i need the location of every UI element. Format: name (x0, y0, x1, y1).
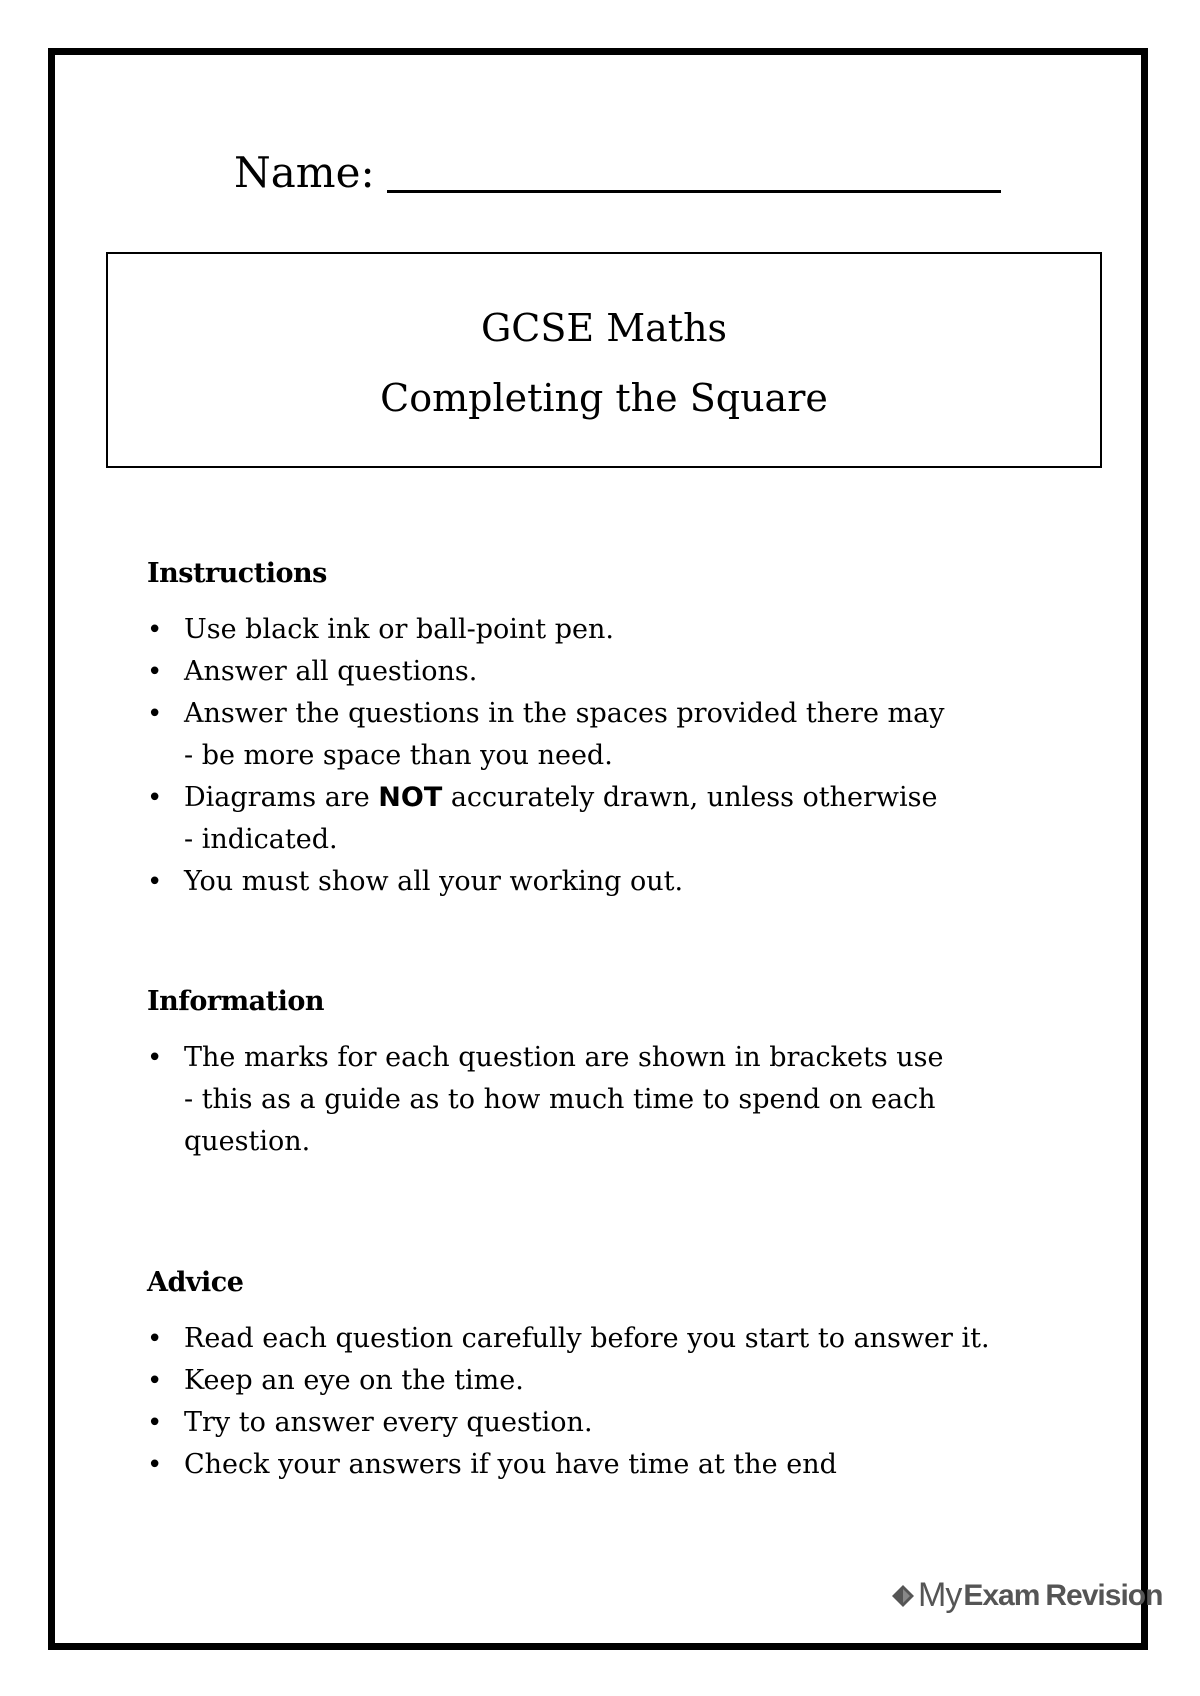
list-item (147, 693, 1047, 777)
diamond-mark-icon (890, 1583, 916, 1609)
list-item-text: • Try to answer every question. (184, 1407, 593, 1438)
list-item-text: question. (184, 1126, 311, 1157)
instructions-list (147, 609, 1047, 903)
list-item (147, 861, 1047, 903)
list-item-text: - indicated. (184, 824, 338, 855)
list-item-text: • Keep an eye on the time. (184, 1365, 524, 1396)
advice-list (147, 1318, 1047, 1486)
instructions-section (147, 558, 1047, 903)
advice-heading: Advice (147, 1267, 244, 1298)
logo-text-my: My (918, 1576, 962, 1614)
list-item-text: • You must show all your working out. (184, 866, 684, 897)
list-item-text: • Answer the questions in the spaces provided there may (184, 698, 945, 729)
logo-text-revision: Revision (1045, 1578, 1163, 1612)
information-section (147, 986, 1047, 1163)
topic-title: Completing the Square (380, 375, 828, 420)
information-list (147, 1037, 1047, 1163)
instructions-heading: Instructions (147, 558, 327, 589)
list-item-text: • Check your answers if you have time at the end (184, 1449, 837, 1480)
list-item-text: - be more space than you need. (184, 740, 613, 771)
title-box (106, 252, 1102, 468)
myexamrevision-logo (890, 1576, 1162, 1615)
list-item (147, 1318, 1047, 1360)
list-item-text: • The marks for each question are shown in brackets use (184, 1042, 944, 1073)
list-item-text: • Read each question carefully before you start to answer it. (184, 1323, 990, 1354)
name-blank-line[interactable] (387, 150, 1001, 193)
list-item (147, 609, 1047, 651)
emphasis-not: NOT (378, 782, 443, 813)
list-item-text: • Answer all questions. (184, 656, 478, 687)
list-item (147, 777, 1047, 861)
information-heading: Information (147, 986, 325, 1017)
list-item (147, 1402, 1047, 1444)
list-item (147, 1037, 1047, 1163)
name-field (234, 148, 1001, 197)
list-item-line (184, 777, 1047, 819)
name-label: Name: (234, 148, 375, 197)
list-item-text: • Use black ink or ball-point pen. (184, 614, 614, 645)
list-item-text: - this as a guide as to how much time to spend on each (184, 1084, 936, 1115)
list-item (147, 651, 1047, 693)
subject-title: GCSE Maths (480, 306, 728, 350)
advice-section (147, 1267, 1047, 1486)
list-item-text: Diagrams are (184, 782, 379, 813)
list-item (147, 1444, 1047, 1486)
list-item (147, 1360, 1047, 1402)
logo-text-exam: Exam (963, 1578, 1040, 1612)
list-item-text: accurately drawn, unless otherwise (442, 782, 938, 813)
